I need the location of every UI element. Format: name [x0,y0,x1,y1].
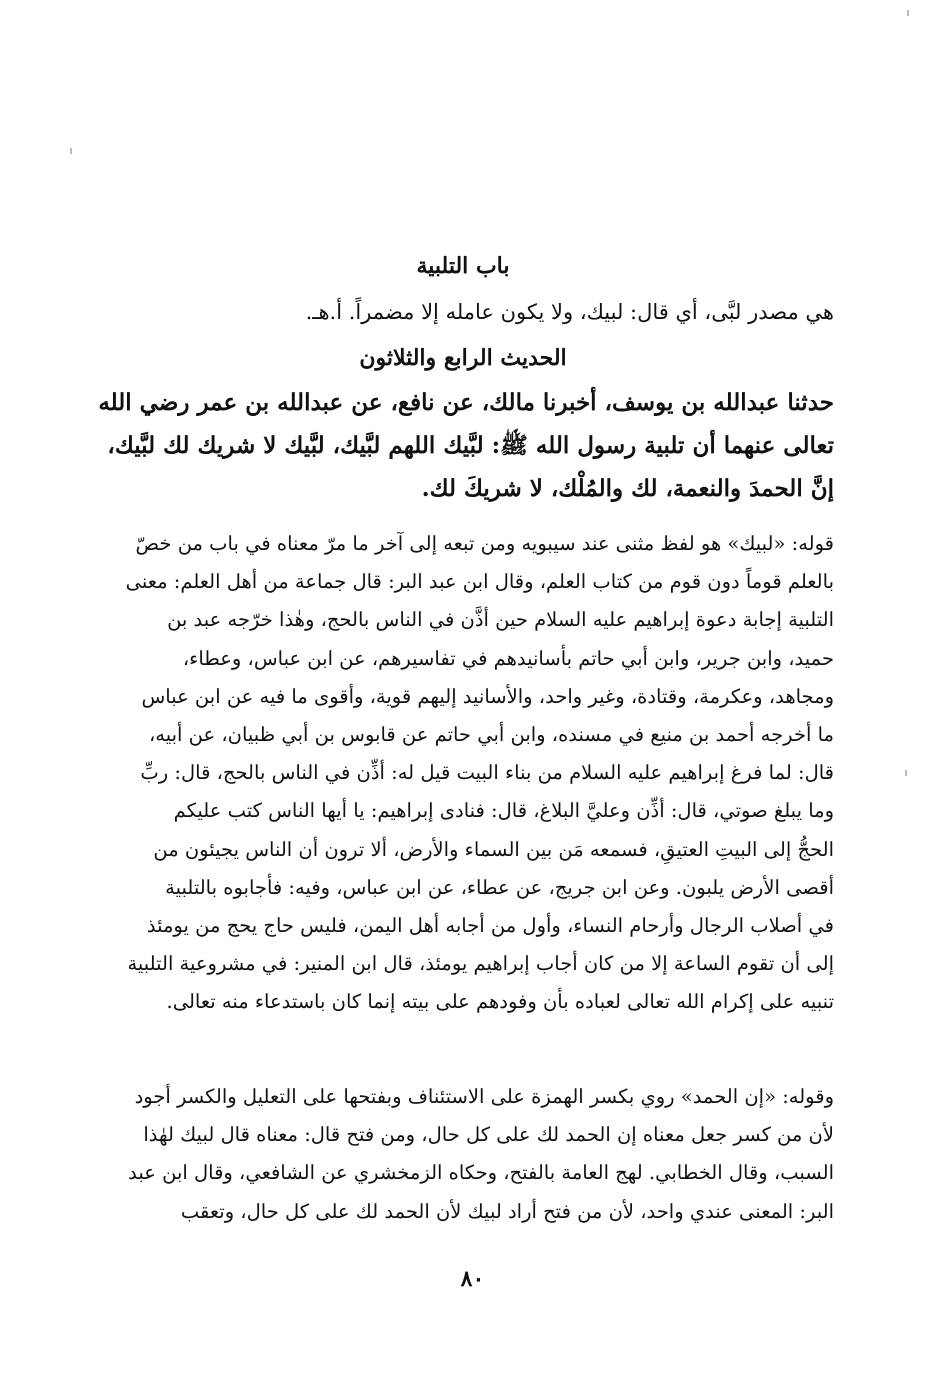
hadith-text [92,381,834,510]
scan-speck [70,148,72,154]
text-line: أقصى الأرض يلبون. وعن ابن جريج، عن عطاء، عن ابن عباس، وفيه: فأجابوه بالتلبية [165,875,834,899]
text-line: وما يبلغ صوتي، قال: أذِّن وعليَّ البلاغ، قال: فنادى إبراهيم: يا أيها الناس كتب عليكم [173,799,834,823]
text-line: التلبية إجابة دعوة إبراهيم عليه السلام حين أذَّن في الناس بالحج، وهٰذا خرّجه عبد بن [167,608,834,632]
commentary-paragraph-2 [92,1078,834,1231]
text-line: إلى أن تقوم الساعة إلا من كان أجاب إبراهيم يومئذ، قال ابن المنير: في مشروعية التلبية [127,952,834,976]
chapter-title: باب التلبية [416,253,510,279]
definition-line: هي مصدر لبَّى، أي قال: لبيك، ولا يكون عامله إلا مضمراً. أ.هـ. [305,300,834,324]
text-line: ما أخرجه أحمد بن منيع في مسنده، وابن أبي حاتم عن قابوس بن أبي ظبيان، عن أبيه، [148,723,834,747]
text-line: حميد، وابن جرير، وابن أبي حاتم بأسانيدهم في تفاسيرهم، عن ابن عباس، وعطاء، [182,646,834,670]
hadith-heading: الحديث الرابع والثلاثون [359,345,567,371]
text-line: تنبيه على إكرام الله تعالى لعباده بأن وفودهم على بيته إنما كان باستدعاء منه تعالى. [166,990,834,1014]
text-line: قال: لما فرغ إبراهيم عليه السلام من بناء البيت قيل له: أذِّن في الناس بالحج، قال: ربِّ [140,761,834,785]
text-line: الحجُّ إلى البيتِ العتيقِ، فسمعه مَن بين السماء والأرض، ألا ترون أن الناس يجيئون من [153,837,834,861]
page-number: ٨٠ [460,1266,485,1292]
text-line: بالعلم قوماً دون قوم من كتاب العلم، وقال ابن عبد البر: قال جماعة من أهل العلم: معنى [125,570,834,594]
hadith-line: تعالى عنهما أن تلبية رسول الله ﷺ: لبَّيك اللهم لبَّيك، لبَّيك لا شريك لك لبَّيك، [107,432,834,459]
hadith-line: حدثنا عبدالله بن يوسف، أخبرنا مالك، عن نافع، عن عبدالله بن عمر رضي الله [98,389,834,416]
text-line: البر: المعنى عندي واحد، لأن من فتح أراد لبيك لأن الحمد لك على كل حال، وتعقب [180,1199,834,1223]
scan-speck [907,10,909,16]
text-line: قوله: «لبيك» هو لفظ مثنى عند سيبويه ومن تبعه إلى آخر ما مرّ معناه في باب من خصّ [135,532,834,555]
text-line: ومجاهد، وعكرمة، وقتادة، وغير واحد، والأسانيد إليهم قوية، وأقوى ما فيه عن ابن عباس [141,684,834,708]
scan-speck [905,770,907,776]
text-line: لأن من كسر جعل معناه إن الحمد لك على كل حال، ومن فتح قال: معناه قال لبيك لهٰذا [143,1123,834,1147]
text-line: السبب، وقال الخطابي. لهج العامة بالفتح، وحكاه الزمخشري عن الشافعي، وقال ابن عبد [128,1161,834,1185]
text-line: وقوله: «إن الحمد» روي بكسر الهمزة على الاستئناف وبفتحها على التعليل والكسر أجود [134,1085,834,1108]
text-line: في أصلاب الرجال وأرحام النساء، وأول من أجابه أهل اليمن، فليس حاج يحج من يومئذ [146,914,834,938]
commentary-paragraph-1 [92,525,834,1022]
hadith-line: إنَّ الحمدَ والنعمة، لك والمُلْك، لا شريكَ لك. [421,475,834,502]
